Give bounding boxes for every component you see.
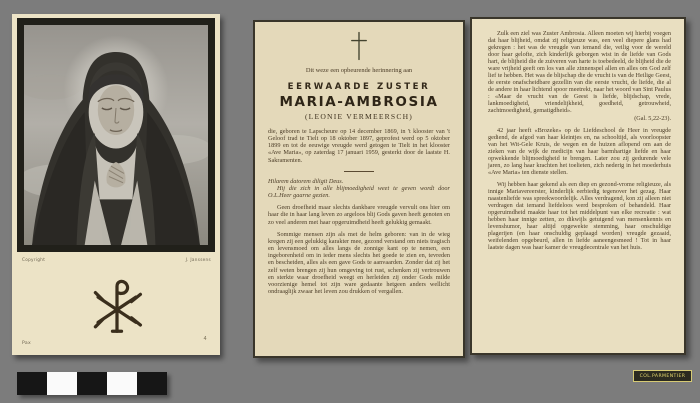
chi-rho-icon [90, 276, 144, 338]
eulogy-paragraph-5: Wij hebben haar gekend als een diep en gezond-vrome religieuze, als innige Mariavereerster, kinderlijk eerbiedig tegenover het gezag. Haar naastenliefde was spreekwoordelijk. Alles verdragend, kon zij alleen niet verdragen dat iemand liefdeloos werd besproken of behandeld. Haar opgeruimdheid maakte haar tot het middelpunt van elke recreatie : wat hebben haar innige zetten, zo dikwijls getuigend van mensenkennis en levenshumor, haar altijd opgewekte stemming, haar onschuldige plagerijen (en haar onschuldig geplaagd worden) vreugde gezaaid, weifelenden opgebeurd, allen in liefde aaneengesmeed ! Tot in haar laatste dagen was haar kamer de vreugdecentrale van het huis. [488, 181, 671, 251]
title-birth-name: (LEONIE VERMEERSCH) [304, 112, 414, 121]
page-mark: 4 [203, 336, 207, 342]
eulogy-paragraph-3: Zulk een ziel was Zuster Ambrosia. Alleen moeten wij hierbij voegen dat haar blijheid, omdat zij religieuze was, een veel diepere glans had gekregen : het was de vreugde van iemand die, veilig voor de wereld door haar gelofte, zich kinderlijk geborgen wist in de liefde van Gods hart, de blijheid die de zuiveren van harte is toebedeeld, de blijheid die de ware vrijheid geeft om los van alle zinnenspel allen en alles om God zelf lief te hebben. Het was de blijschap die de vrucht is van de Heilige Geest, de eerste onafscheidbare gezellin van die eerste vrucht, de liefde, die al de andere in haar lichtend spoor meetrekt, naar het woord van Sint Paulus : «Maar de vrucht van de Geest is liefde, blijdschap, vrede, lankmoedigheid, vriendelijkheid, goedheid, getrouwheid, zachtmoedigheid, gematigdheid». [488, 30, 671, 114]
section-divider [344, 171, 374, 172]
biography-text: die, geboren te Lapscheure op 14 december 1869, in 't klooster van 't Geloof trad te Tielt op 18 oktober 1897, geprofest werd op 5 oktober 1899 en tot de eeuwige vreugde werd getogen te Tielt in het klooster «Ave Maria», op zaterdag 17 januari 1959, gesterkt door de laatste H. Sakramenten. [268, 128, 450, 164]
bible-citation: (Gal. 5,22-23). [634, 115, 671, 122]
title-religious-name: MARIA-AMBROSIA [279, 94, 439, 110]
calibration-scale-bar [17, 372, 167, 395]
calibration-square-white [47, 372, 77, 395]
eulogy-paragraph-2: Sommige mensen zijn als met de helm geboren: van in de wieg kregen zij een gelukkig karakter mee, gezond verstand om niets tragisch en levensmoed om alles langs de zonnige kant op te nemen, een ingeborenheid om in ieder mens slechts het goede te zien en, tevreden en bescheiden, alles als een gave Gods te aanvaarden. Zonder dat zij het zelf weten brengen zij hun omgeving tot rust, schenken zij vertrouwen en sterkte waar droefheid weegt en herleiden zij onder Gods milde voorzienige hemel tot zijn ware gedaante hetgeen anders wellicht ondraaglijk zwaar het leven zou drukken of vergallen. [268, 230, 450, 295]
pax-label: Pax [22, 341, 31, 346]
cross-icon [350, 30, 368, 62]
calibration-square-black [17, 372, 47, 395]
memorial-title-page [253, 20, 465, 358]
calibration-square-white [107, 372, 137, 395]
title-honorific: EERWAARDE ZUSTER [287, 82, 431, 92]
calibration-square-black [137, 372, 167, 395]
madonna-portrait [24, 25, 208, 245]
intro-line: Dit weze een opbeurende herinnering aan [305, 67, 413, 74]
verse-dutch: Hij die zich in alle blijmoedigheid weet te geven wordt door O.L.Heer gaarne gezien. [268, 184, 450, 200]
portrait-card [12, 14, 220, 355]
copyright-label: Copyright [22, 257, 46, 262]
verse-latin: Hilarem datorem diligit Deus. [268, 177, 344, 185]
watermark-label: COL.PARMENTIER [633, 370, 692, 382]
calibration-square-black [77, 372, 107, 395]
portrait-frame [17, 18, 215, 252]
eulogy-paragraph-1: Geen droefheid maar slechts dankbare vreugde vervult ons hier om haar die in haar lang leven zo argeloos blij Gods gaven heeft genoten en zo veel anderen met haar opgeruimdheid heeft gelukkig gemaakt. [268, 204, 450, 226]
eulogy-paragraph-4: 42 jaar heeft «Brozeke» op de Liefdeschool de Heer in vreugde gediend, de afgod van haar kleintjes en, na schooltijd, als voorloopster van het Wit-Gele Kruis, de wegen en de huizen aflopend om aan de zieken van de wijk de medicijn van haar barmhartige liefde en haar opwekkende blijmoedigheid te brengen. Later zou zij gedurende vele jaren, zo lang haar krachten het toelieten, zich nederig in het moederhuis «Ave Maria» ten dienste stellen. [488, 127, 671, 176]
artist-credit: J. Janssens [185, 257, 211, 262]
verse-block [268, 178, 450, 199]
memorial-text-page [470, 17, 686, 355]
